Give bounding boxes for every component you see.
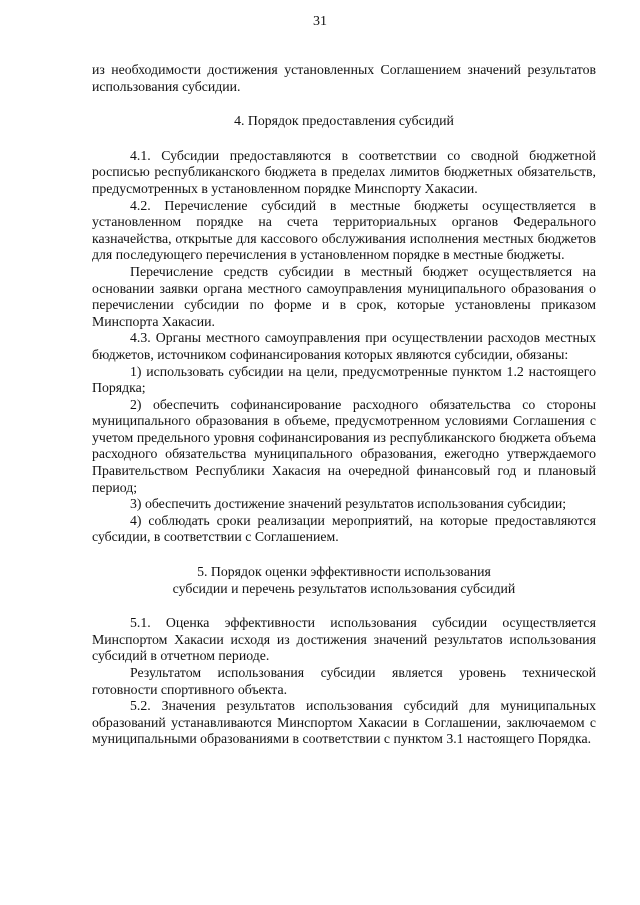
section-5-heading-line-2: субсидии и перечень результатов использования субсидий [172, 580, 516, 596]
paragraph-4-1: 4.1. Субсидии предоставляются в соответствии со сводной бюджетной росписью республиканского бюджета в пределах лимитов бюджетных обязательств, предусмотренных в установленном порядке Минспорту Хакасии. [92, 147, 596, 196]
obligation-item-3: 3) обеспечить достижение значений результатов использования субсидии; [130, 496, 567, 512]
paragraph-5-1: 5.1. Оценка эффективности использования субсидии осуществляется Минспортом Хакасии исходя из достижения значений результатов использования субсидий в отчетном периоде. [92, 615, 596, 664]
paragraph-result: Результатом использования субсидии является уровень технической готовности спортивного объекта. [92, 665, 596, 697]
intro-paragraph: из необходимости достижения установленных Соглашением значений результатов использования субсидии. [92, 62, 596, 94]
page-number: 31 [313, 14, 327, 29]
obligation-item-4: 4) соблюдать сроки реализации мероприятий, на которые предоставляются субсидии, в соответствии с Соглашением. [92, 512, 596, 545]
paragraph-transfer: Перечисление средств субсидии в местный бюджет осуществляется на основании заявки органа местного самоуправления муниципального образования о перечислении субсидии по форме и в срок, которые установлены приказом Минспорта Хакасии. [92, 263, 596, 329]
paragraph-5-2: 5.2. Значения результатов использования субсидий для муниципальных образований устанавливаются Минспортом Хакасии в Соглашении, заключаемом с муниципальными образованиями в соответствии с пунктом 3.1 настоящего Порядка. [92, 698, 596, 747]
section-4-heading: 4. Порядок предоставления субсидий [234, 113, 454, 129]
obligation-item-1: 1) использовать субсидии на цели, предусмотренные пунктом 1.2 настоящего Порядка; [92, 363, 596, 396]
paragraph-4-3: 4.3. Органы местного самоуправления при осуществлении расходов местных бюджетов, источником софинансирования которых являются субсидии, обязаны: [92, 330, 596, 362]
paragraph-4-2: 4.2. Перечисление субсидий в местные бюджеты осуществляется в установленном порядке на счета территориальных органов Федерального казначейства, открытые для кассового обслуживания исполнения местных бюджетов для последующего перечисления в установленном порядке в местные бюджеты. [92, 197, 596, 263]
document-body [92, 62, 596, 748]
section-5-heading-line-1: 5. Порядок оценки эффективности использования [197, 564, 491, 580]
obligation-item-2: 2) обеспечить софинансирование расходного обязательства со стороны муниципального образования в объеме, предусмотренном условиями Соглашения с учетом предельного уровня софинансирования из республиканского бюджета объема расходного обязательства муниципального образования, ежегодно утверждаемого Правительством Республики Хакасия на очередной финансовый год и плановый период; [92, 396, 596, 495]
